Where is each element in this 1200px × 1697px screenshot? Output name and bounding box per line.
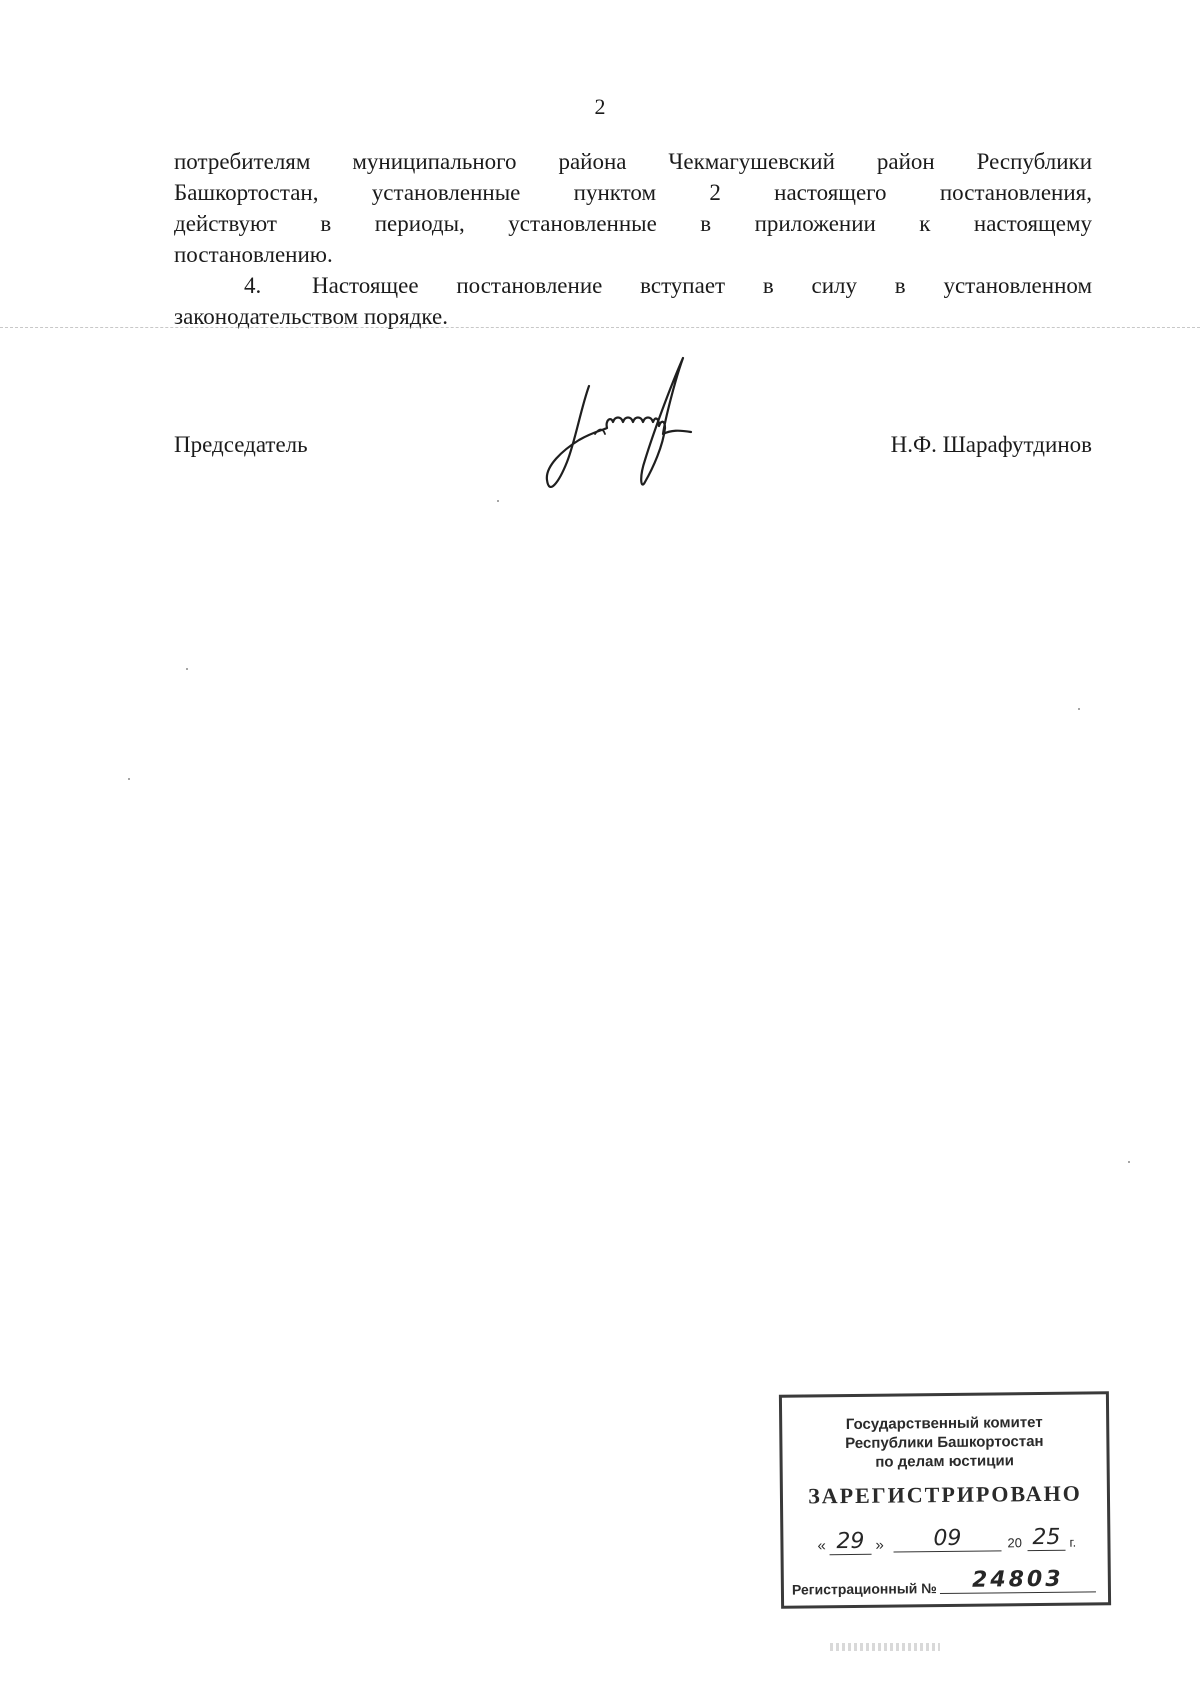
- item-4-number: 4.: [244, 273, 262, 298]
- date-year-unit: г.: [1069, 1534, 1077, 1550]
- document-body: [174, 146, 1092, 332]
- scan-speck: [128, 778, 130, 780]
- page-number: 2: [594, 94, 606, 119]
- item-4-line: [174, 270, 1092, 301]
- registration-number: 24803: [940, 1566, 1096, 1594]
- stamp-organization: [782, 1412, 1107, 1472]
- signer-name: Н.Ф. Шарафутдинов: [890, 432, 1092, 457]
- handwritten-signature: [545, 350, 705, 500]
- body-line-2: Башкортостан, установленные пунктом 2 настоящего постановления,: [174, 180, 1092, 205]
- item-4-text: Настоящее постановление вступает в силу в установленном: [312, 273, 1092, 298]
- stamp-org-line-2: Республики Башкортостан: [845, 1432, 1044, 1453]
- scan-speck: [1078, 708, 1080, 710]
- scan-speck: [1128, 1161, 1130, 1163]
- date-year-prefix: 20: [1007, 1535, 1022, 1551]
- date-month: 09: [893, 1525, 1001, 1552]
- date-day: 29: [829, 1529, 871, 1555]
- scan-artifact-line: [0, 327, 1200, 328]
- date-year-suffix: 25: [1027, 1525, 1065, 1551]
- registration-label: Регистрационный №: [791, 1580, 937, 1598]
- stamp-status: ЗАРЕГИСТРИРОВАНО: [807, 1480, 1082, 1509]
- registration-stamp: [779, 1391, 1111, 1608]
- scan-speck: [186, 668, 188, 670]
- body-line-1: потребителям муниципального района Чекмагушевский район Республики: [174, 149, 1092, 174]
- body-line-3: действуют в периоды, установленные в приложении к настоящему: [174, 211, 1092, 236]
- scan-artifact-mark: [830, 1643, 940, 1651]
- signer-title: Председатель: [174, 432, 308, 457]
- stamp-org-line-3: по делам юстиции: [875, 1452, 1014, 1471]
- date-quote-close: »: [875, 1536, 884, 1554]
- item-4-continuation: законодательством порядке.: [174, 304, 448, 329]
- stamp-date: [813, 1524, 1093, 1559]
- body-line-4: постановлению.: [174, 242, 333, 267]
- stamp-org-line-1: Государственный комитет: [845, 1413, 1043, 1434]
- stamp-registration: [791, 1566, 1102, 1603]
- scan-speck: [497, 500, 499, 502]
- date-quote-open: «: [817, 1537, 826, 1555]
